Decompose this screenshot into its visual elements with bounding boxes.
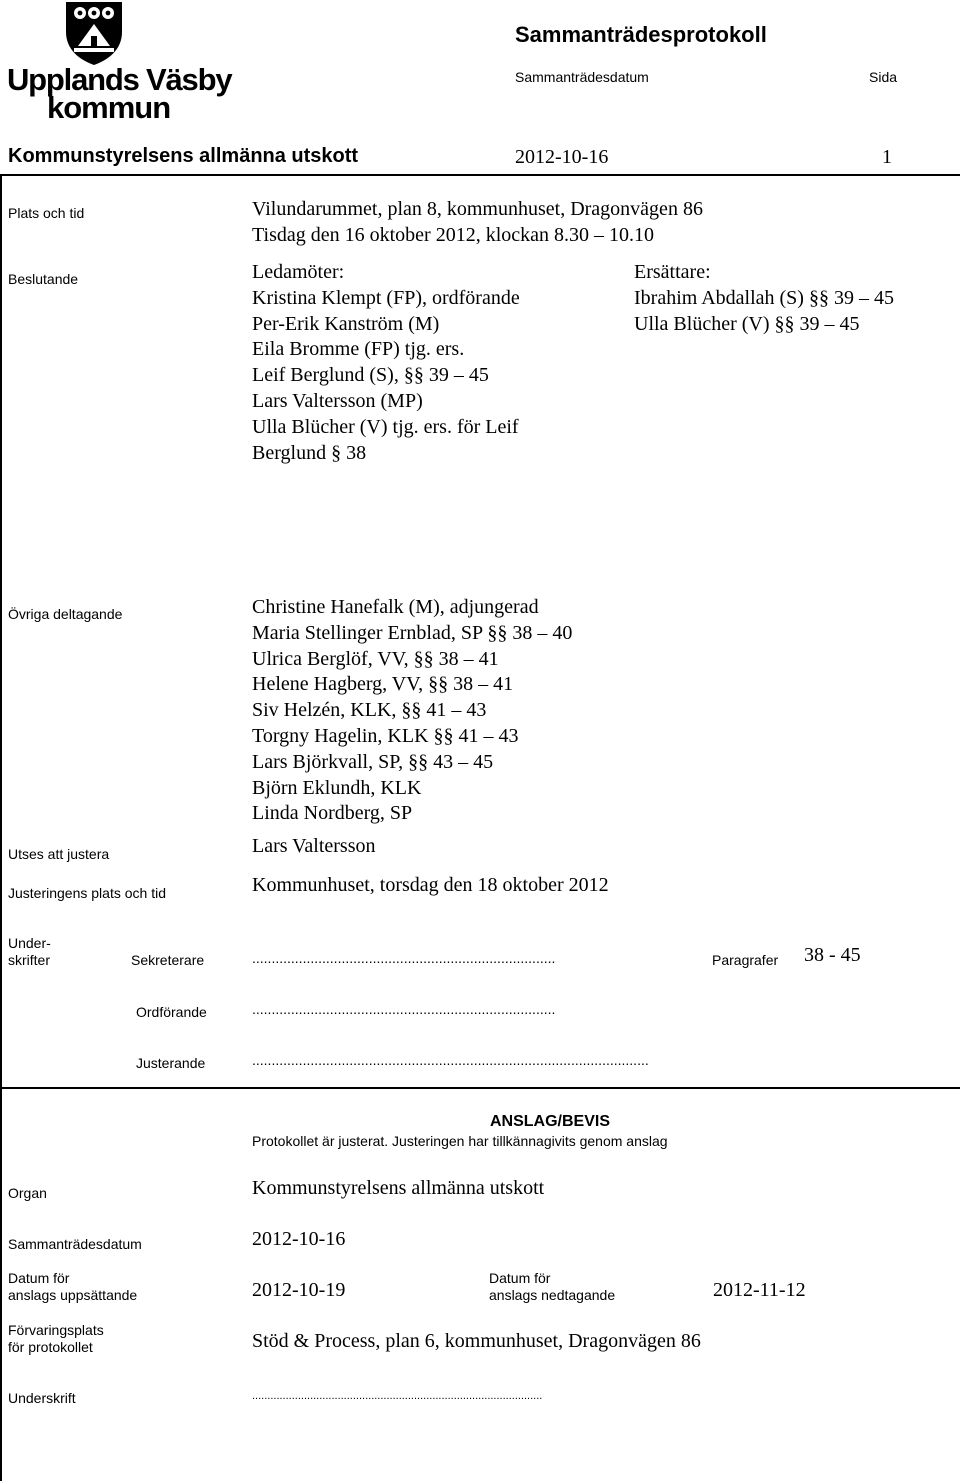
meeting-date-label: Sammanträdesdatum <box>515 69 649 85</box>
page-label: Sida <box>869 69 898 85</box>
participant: Torgny Hagelin, KLK §§ 41 – 43 <box>252 724 519 747</box>
participant: Björn Eklundh, KLK <box>252 776 422 799</box>
section-divider <box>0 1087 960 1089</box>
chair-signature-line: .............................................................................. <box>252 1001 556 1017</box>
adjuster-label: Utses att justera <box>8 846 110 862</box>
paragraphs-value: 38 - 45 <box>804 944 861 966</box>
left-margin-line-bottom <box>0 1087 2 1481</box>
participant: Maria Stellinger Ernblad, SP §§ 38 – 40 <box>252 621 573 644</box>
secretary-label: Sekreterare <box>131 952 205 968</box>
participant: Christine Hanefalk (M), adjungerad <box>252 596 539 618</box>
left-margin-line-top <box>0 174 2 1088</box>
others-label: Övriga deltagande <box>8 606 123 622</box>
substitutes-list <box>634 260 894 337</box>
adjust-place: Kommunhuset, torsdag den 18 oktober 2012 <box>252 874 609 896</box>
substitute: Ibrahim Abdallah (S) §§ 39 – 45 <box>634 286 894 309</box>
document-title: Sammanträdesprotokoll <box>515 22 767 47</box>
post-date-label-2: anslags uppsättande <box>8 1287 138 1303</box>
remove-date: 2012-11-12 <box>713 1279 806 1301</box>
header-divider <box>0 174 960 176</box>
secretary-signature-line: .............................................................................. <box>252 950 556 966</box>
signatures-label-2: skrifter <box>8 952 50 968</box>
notice-date-label: Sammanträdesdatum <box>8 1236 142 1252</box>
time-line: Tisdag den 16 oktober 2012, klockan 8.30 – 10.10 <box>252 223 655 246</box>
notice-subtitle: Protokollet är justerat. Justeringen har tillkännagivits genom anslag <box>252 1133 668 1149</box>
participant: Linda Nordberg, SP <box>252 802 413 825</box>
paragraphs-label: Paragrafer <box>712 952 779 968</box>
member: Ulla Blücher (V) tjg. ers. för Leif <box>252 415 519 438</box>
sign-label: Underskrift <box>8 1390 76 1406</box>
storage-label-2: för protokollet <box>8 1339 93 1355</box>
organ-label: Organ <box>8 1185 47 1201</box>
participant: Siv Helzén, KLK, §§ 41 – 43 <box>252 699 487 722</box>
signatures-label-1: Under- <box>8 935 51 951</box>
remove-date-label-1: Datum för <box>489 1270 551 1286</box>
member: Berglund § 38 <box>252 441 367 464</box>
participant: Helene Hagberg, VV, §§ 38 – 41 <box>252 673 514 696</box>
sign-signature-line: ............................................................................................... <box>252 1390 543 1402</box>
coat-of-arms-icon <box>64 0 124 66</box>
remove-date-label-2: anslags nedtagande <box>489 1287 616 1303</box>
storage-value: Stöd & Process, plan 6, kommunhuset, Dragonvägen 86 <box>252 1330 701 1352</box>
place-lines <box>252 197 703 249</box>
place-line: Vilundarummet, plan 8, kommunhuset, Dragonvägen 86 <box>252 198 703 220</box>
participant: Lars Björkvall, SP, §§ 43 – 45 <box>252 750 494 773</box>
post-date-label-1: Datum för <box>8 1270 70 1286</box>
post-date: 2012-10-19 <box>252 1279 346 1301</box>
adjust-place-label: Justeringens plats och tid <box>8 885 166 901</box>
meeting-date: 2012-10-16 <box>515 146 609 168</box>
committee-name: Kommunstyrelsens allmänna utskott <box>8 145 359 167</box>
substitute: Ulla Blücher (V) §§ 39 – 45 <box>634 312 860 335</box>
member: Eila Bromme (FP) tjg. ers. <box>252 338 465 361</box>
substitutes-heading: Ersättare: <box>634 261 711 283</box>
participant: Ulrica Berglöf, VV, §§ 38 – 41 <box>252 647 499 670</box>
notice-date: 2012-10-16 <box>252 1228 346 1250</box>
place-label: Plats och tid <box>8 205 85 221</box>
member: Per-Erik Kanström (M) <box>252 312 440 335</box>
logo-name: Upplands Väsby <box>7 62 232 97</box>
members-heading: Ledamöter: <box>252 261 345 283</box>
page-number: 1 <box>882 146 892 168</box>
logo-kommun: kommun <box>47 90 171 125</box>
others-list <box>252 595 572 827</box>
adjuster-name: Lars Valtersson <box>252 835 376 857</box>
notice-title: ANSLAG/BEVIS <box>490 1113 611 1130</box>
adjuster-sign-label: Justerande <box>136 1055 206 1071</box>
decision-label: Beslutande <box>8 271 79 287</box>
organ-value: Kommunstyrelsens allmänna utskott <box>252 1177 545 1199</box>
members-list <box>252 260 520 466</box>
member: Leif Berglund (S), §§ 39 – 45 <box>252 364 489 387</box>
member: Kristina Klempt (FP), ordförande <box>252 286 520 309</box>
chair-label: Ordförande <box>136 1004 207 1020</box>
member: Lars Valtersson (MP) <box>252 389 423 412</box>
storage-label-1: Förvaringsplats <box>8 1322 104 1338</box>
logo <box>0 0 232 125</box>
adjuster-signature-line: ...................................................................................................... <box>252 1052 649 1068</box>
